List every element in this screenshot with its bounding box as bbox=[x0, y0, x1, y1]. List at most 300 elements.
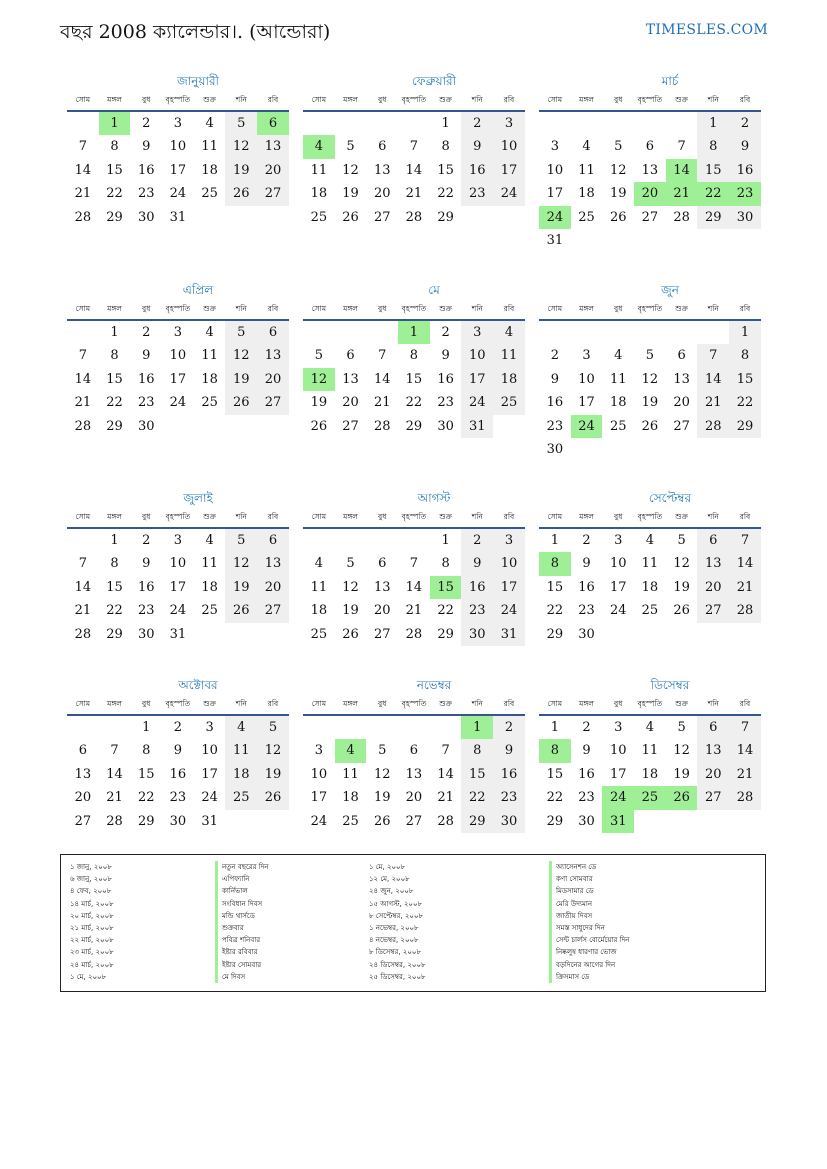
day-cell: 30 bbox=[137, 418, 155, 434]
holiday-name: শুক্রবার bbox=[215, 922, 269, 934]
day-cell: 3 bbox=[461, 321, 493, 344]
empty-cell bbox=[571, 112, 603, 135]
holiday-names-right bbox=[549, 861, 629, 983]
weekday-label: রবি bbox=[503, 699, 515, 708]
empty-cell bbox=[571, 321, 603, 344]
weekday-label: বৃহস্পতি bbox=[165, 95, 191, 104]
weekday-label: শনি bbox=[235, 304, 247, 313]
day-cell: 23 bbox=[137, 186, 155, 202]
weekday-label: শনি bbox=[707, 512, 719, 521]
day-grid bbox=[67, 716, 289, 833]
day-cell: 3 bbox=[614, 533, 623, 548]
holiday-name: কণা সোমবার bbox=[549, 873, 629, 885]
weekday-label: সোম bbox=[547, 512, 563, 521]
day-cell: 21 bbox=[74, 395, 92, 411]
weekday-header bbox=[539, 694, 761, 716]
holiday-day-cell: 24 bbox=[539, 206, 571, 229]
day-cell: 17 bbox=[493, 159, 525, 182]
month-name: এপ্রিল bbox=[182, 283, 214, 297]
day-cell: 31 bbox=[169, 626, 187, 642]
weekday-label: সোম bbox=[311, 699, 327, 708]
day-cell: 19 bbox=[225, 576, 257, 599]
day-cell: 24 bbox=[609, 603, 627, 619]
day-cell: 19 bbox=[673, 766, 690, 782]
day-cell: 14 bbox=[373, 371, 391, 387]
day-cell: 20 bbox=[257, 368, 289, 391]
weekday-label: মঙ্গল bbox=[343, 512, 358, 521]
holiday-day-cell: 4 bbox=[303, 135, 335, 158]
weekday-label: সোম bbox=[75, 95, 91, 104]
holiday-day-cell: 1 bbox=[99, 112, 131, 135]
month-name: জানুয়ারী bbox=[177, 74, 219, 88]
day-cell: 6 bbox=[677, 348, 686, 364]
weekday-label: বৃহস্পতি bbox=[165, 512, 191, 521]
month-block bbox=[67, 676, 289, 833]
day-cell: 27 bbox=[373, 209, 391, 225]
holiday-day-cell: 31 bbox=[602, 810, 634, 833]
day-cell: 12 bbox=[225, 135, 257, 158]
day-cell: 6 bbox=[409, 743, 419, 759]
day-cell: 31 bbox=[546, 232, 564, 248]
weekday-label: মঙ্গল bbox=[343, 304, 358, 313]
day-cell: 28 bbox=[729, 786, 761, 809]
day-cell: 27 bbox=[373, 626, 391, 642]
month-name: সেপ্টেম্বর bbox=[648, 491, 692, 505]
day-cell: 11 bbox=[310, 579, 328, 595]
day-cell: 11 bbox=[641, 556, 659, 572]
day-cell: 17 bbox=[609, 579, 627, 595]
day-cell: 31 bbox=[169, 209, 187, 225]
day-cell: 2 bbox=[461, 112, 493, 135]
day-cell: 25 bbox=[493, 391, 525, 414]
holiday-name: ইষ্টার রবিবার bbox=[215, 946, 269, 958]
empty-cell bbox=[539, 321, 571, 344]
day-cell: 3 bbox=[493, 112, 525, 135]
day-cell: 6 bbox=[257, 529, 289, 552]
day-cell: 2 bbox=[550, 348, 559, 364]
day-cell: 13 bbox=[697, 739, 729, 762]
day-cell: 6 bbox=[645, 139, 655, 155]
empty-cell bbox=[634, 321, 666, 344]
day-cell: 21 bbox=[106, 790, 123, 806]
weekday-label: শনি bbox=[471, 512, 483, 521]
weekday-label: মঙ্গল bbox=[107, 304, 122, 313]
empty-cell bbox=[666, 112, 698, 135]
day-cell: 27 bbox=[257, 182, 289, 205]
day-cell: 19 bbox=[225, 368, 257, 391]
day-cell: 30 bbox=[437, 418, 454, 434]
day-cell: 2 bbox=[441, 325, 450, 340]
day-cell: 21 bbox=[74, 186, 92, 202]
empty-cell bbox=[303, 716, 335, 739]
holiday-name: ইষ্টার সোমবার bbox=[215, 959, 269, 971]
day-cell: 24 bbox=[201, 790, 218, 806]
day-cell: 10 bbox=[609, 556, 627, 572]
weekday-label: শুক্র bbox=[439, 95, 452, 104]
empty-cell bbox=[303, 321, 335, 344]
day-cell: 14 bbox=[437, 766, 454, 782]
day-cell: 11 bbox=[201, 556, 218, 572]
empty-cell bbox=[366, 112, 398, 135]
empty-cell bbox=[602, 112, 634, 135]
day-cell: 10 bbox=[310, 766, 328, 782]
weekday-label: মঙ্গল bbox=[343, 699, 358, 708]
day-cell: 3 bbox=[205, 720, 214, 735]
day-cell: 10 bbox=[493, 552, 525, 575]
day-cell: 18 bbox=[201, 579, 218, 595]
day-cell: 26 bbox=[342, 209, 359, 225]
day-cell: 5 bbox=[677, 720, 686, 735]
day-cell: 25 bbox=[578, 209, 595, 225]
day-cell: 9 bbox=[550, 371, 559, 387]
holiday-names-left bbox=[215, 861, 269, 983]
day-grid bbox=[303, 529, 525, 646]
day-cell: 26 bbox=[641, 418, 659, 434]
day-cell: 14 bbox=[729, 552, 761, 575]
day-cell: 2 bbox=[493, 716, 525, 739]
month-block bbox=[303, 281, 525, 438]
holiday-date: ১ মে, ২০০৮ bbox=[70, 972, 107, 981]
holiday-day-cell: 24 bbox=[602, 786, 634, 809]
day-cell: 12 bbox=[225, 552, 257, 575]
month-block bbox=[67, 489, 289, 646]
empty-cell bbox=[602, 321, 634, 344]
day-cell: 1 bbox=[110, 533, 119, 548]
day-cell: 22 bbox=[106, 186, 123, 202]
weekday-label: সোম bbox=[75, 512, 91, 521]
weekday-label: রবি bbox=[267, 95, 279, 104]
day-cell: 8 bbox=[729, 344, 761, 367]
weekday-label: শুক্র bbox=[675, 512, 688, 521]
holiday-name: এপিফ্যানি bbox=[215, 873, 269, 885]
day-cell: 11 bbox=[225, 739, 257, 762]
weekday-label: শুক্র bbox=[439, 699, 452, 708]
day-cell: 5 bbox=[346, 139, 355, 155]
day-cell: 22 bbox=[137, 790, 155, 806]
day-cell: 29 bbox=[106, 626, 123, 642]
day-cell: 25 bbox=[641, 603, 659, 619]
weekday-label: রবি bbox=[503, 512, 515, 521]
day-cell: 18 bbox=[641, 579, 659, 595]
day-cell: 12 bbox=[673, 556, 690, 572]
holiday-day-cell: 15 bbox=[430, 576, 462, 599]
empty-cell bbox=[67, 321, 99, 344]
holiday-name: মেরি উদ্যমান bbox=[549, 898, 629, 910]
day-cell: 29 bbox=[546, 813, 564, 829]
day-cell: 11 bbox=[310, 162, 328, 178]
day-cell: 20 bbox=[405, 790, 423, 806]
weekday-label: শনি bbox=[707, 95, 719, 104]
holiday-name: মন্ডি থার্সডে bbox=[215, 910, 269, 922]
holiday-name: পবিত্র শনিবার bbox=[215, 934, 269, 946]
weekday-label: শনি bbox=[471, 95, 483, 104]
day-cell: 23 bbox=[578, 790, 595, 806]
weekday-label: রবি bbox=[739, 304, 751, 313]
day-cell: 15 bbox=[729, 368, 761, 391]
holiday-name: ক্রিসমাস ডে bbox=[549, 971, 629, 983]
day-cell: 22 bbox=[461, 786, 493, 809]
weekday-label: রবি bbox=[503, 304, 515, 313]
weekday-label: বৃহস্পতি bbox=[637, 304, 663, 313]
day-cell: 22 bbox=[106, 603, 123, 619]
weekday-label: সোম bbox=[311, 512, 327, 521]
day-grid bbox=[67, 112, 289, 229]
day-cell: 13 bbox=[257, 552, 289, 575]
day-cell: 8 bbox=[142, 743, 151, 759]
day-cell: 15 bbox=[437, 162, 454, 178]
day-cell: 19 bbox=[373, 790, 391, 806]
day-cell: 15 bbox=[137, 766, 155, 782]
day-cell: 20 bbox=[373, 186, 391, 202]
holiday-day-cell: 25 bbox=[634, 786, 666, 809]
day-cell: 26 bbox=[257, 786, 289, 809]
day-cell: 16 bbox=[137, 371, 155, 387]
weekday-label: রবি bbox=[503, 95, 515, 104]
day-cell: 27 bbox=[74, 813, 92, 829]
day-cell: 14 bbox=[729, 739, 761, 762]
holiday-date: ২১ মার্চ, ২০০৮ bbox=[70, 923, 114, 932]
day-cell: 19 bbox=[310, 395, 328, 411]
day-cell: 6 bbox=[378, 139, 387, 155]
day-cell: 25 bbox=[201, 395, 218, 411]
day-cell: 4 bbox=[205, 116, 214, 131]
day-cell: 1 bbox=[550, 720, 559, 735]
day-cell: 17 bbox=[169, 371, 187, 387]
day-cell: 27 bbox=[257, 599, 289, 622]
site-name[interactable]: TIMESLES.COM bbox=[645, 22, 768, 38]
day-cell: 15 bbox=[697, 159, 729, 182]
day-cell: 26 bbox=[609, 209, 627, 225]
weekday-label: শুক্র bbox=[675, 304, 688, 313]
day-cell: 16 bbox=[169, 766, 187, 782]
weekday-label: শনি bbox=[471, 699, 483, 708]
day-cell: 18 bbox=[201, 162, 218, 178]
day-cell: 13 bbox=[373, 579, 391, 595]
weekday-label: বুধ bbox=[614, 512, 623, 521]
holiday-date: ২৪ ডিসেম্বর, ২০০৮ bbox=[369, 960, 426, 969]
weekday-label: বৃহস্পতি bbox=[401, 95, 427, 104]
day-cell: 25 bbox=[201, 603, 218, 619]
day-cell: 6 bbox=[697, 529, 729, 552]
day-cell: 4 bbox=[493, 321, 525, 344]
day-cell: 8 bbox=[110, 556, 119, 572]
month-name: ফেব্রুয়ারী bbox=[411, 74, 457, 88]
day-cell: 31 bbox=[493, 623, 525, 646]
day-cell: 16 bbox=[578, 766, 595, 782]
day-cell: 20 bbox=[373, 603, 391, 619]
day-cell: 12 bbox=[641, 371, 659, 387]
weekday-label: সোম bbox=[75, 699, 91, 708]
day-cell: 2 bbox=[173, 720, 183, 735]
day-cell: 15 bbox=[405, 371, 423, 387]
day-cell: 28 bbox=[405, 626, 423, 642]
day-cell: 12 bbox=[609, 162, 627, 178]
weekday-label: সোম bbox=[547, 304, 563, 313]
day-cell: 1 bbox=[550, 533, 559, 548]
day-cell: 30 bbox=[137, 626, 155, 642]
month-block bbox=[303, 489, 525, 646]
weekday-label: শুক্র bbox=[203, 699, 216, 708]
weekday-label: শনি bbox=[235, 699, 247, 708]
day-cell: 2 bbox=[142, 116, 151, 131]
day-cell: 5 bbox=[225, 321, 257, 344]
day-cell: 18 bbox=[225, 763, 257, 786]
day-cell: 16 bbox=[546, 395, 564, 411]
day-cell: 10 bbox=[169, 556, 187, 572]
day-cell: 25 bbox=[225, 786, 257, 809]
weekday-label: সোম bbox=[547, 95, 563, 104]
page-title: বছর 2008 ক্যালেন্ডার।. (আন্ডোরা) bbox=[60, 21, 331, 43]
month-block bbox=[67, 281, 289, 438]
holiday-date: ২৪ জুন, ২০০৮ bbox=[369, 887, 414, 896]
day-cell: 12 bbox=[342, 162, 359, 178]
weekday-header bbox=[539, 90, 761, 112]
day-cell: 22 bbox=[405, 395, 423, 411]
day-cell: 11 bbox=[201, 348, 218, 364]
day-cell: 8 bbox=[409, 348, 419, 364]
day-cell: 4 bbox=[314, 556, 323, 572]
day-cell: 29 bbox=[137, 813, 155, 829]
holiday-date: ১ নভেম্বর, ২০০৮ bbox=[369, 923, 419, 932]
holiday-date: ১৪ মার্চ, ২০০৮ bbox=[70, 899, 114, 908]
day-cell: 9 bbox=[461, 552, 493, 575]
empty-cell bbox=[99, 716, 131, 739]
day-cell: 9 bbox=[582, 743, 591, 759]
month-block bbox=[67, 72, 289, 229]
day-cell: 13 bbox=[405, 766, 423, 782]
day-cell: 11 bbox=[201, 139, 218, 155]
day-cell: 20 bbox=[697, 763, 729, 786]
month-name: আগস্ট bbox=[417, 491, 451, 505]
day-cell: 9 bbox=[441, 348, 450, 364]
day-cell: 15 bbox=[546, 766, 564, 782]
holiday-day-cell: 6 bbox=[257, 112, 289, 135]
holiday-list bbox=[60, 854, 766, 992]
weekday-label: বৃহস্পতি bbox=[165, 699, 191, 708]
day-cell: 18 bbox=[641, 766, 659, 782]
weekday-label: বুধ bbox=[614, 304, 623, 313]
day-grid bbox=[67, 321, 289, 438]
day-grid bbox=[539, 112, 761, 252]
day-cell: 10 bbox=[169, 348, 187, 364]
empty-cell bbox=[335, 112, 367, 135]
day-cell: 8 bbox=[441, 556, 450, 572]
day-cell: 7 bbox=[677, 139, 686, 155]
day-cell: 8 bbox=[441, 139, 450, 155]
day-cell: 7 bbox=[78, 556, 87, 572]
day-cell: 27 bbox=[405, 813, 423, 829]
day-cell: 20 bbox=[257, 576, 289, 599]
day-cell: 18 bbox=[201, 371, 218, 387]
day-cell: 1 bbox=[441, 116, 450, 131]
day-grid bbox=[303, 321, 525, 438]
empty-cell bbox=[67, 716, 99, 739]
weekday-label: শনি bbox=[235, 512, 247, 521]
month-name: মে bbox=[428, 283, 440, 297]
empty-cell bbox=[366, 716, 398, 739]
holiday-date: ৬ জানু, ২০০৮ bbox=[70, 875, 112, 884]
weekday-label: বৃহস্পতি bbox=[637, 699, 663, 708]
day-cell: 7 bbox=[697, 344, 729, 367]
day-cell: 3 bbox=[173, 116, 183, 131]
day-cell: 30 bbox=[729, 206, 761, 229]
day-cell: 9 bbox=[461, 135, 493, 158]
day-cell: 30 bbox=[578, 813, 595, 829]
holiday-day-cell: 24 bbox=[571, 415, 603, 438]
day-cell: 9 bbox=[493, 739, 525, 762]
day-cell: 13 bbox=[257, 135, 289, 158]
holiday-date: ৮ সেপ্টেম্বর, ২০০৮ bbox=[369, 911, 424, 920]
day-cell: 17 bbox=[578, 395, 595, 411]
day-cell: 18 bbox=[609, 395, 627, 411]
day-cell: 2 bbox=[142, 533, 151, 548]
day-cell: 2 bbox=[729, 112, 761, 135]
holiday-day-cell: 12 bbox=[303, 368, 335, 391]
weekday-label: মঙ্গল bbox=[579, 304, 594, 313]
holiday-date: ৪ নভেম্বর, ২০০৮ bbox=[369, 936, 419, 945]
day-cell: 18 bbox=[342, 790, 359, 806]
day-cell: 4 bbox=[645, 533, 655, 548]
day-cell: 20 bbox=[673, 395, 690, 411]
day-cell: 16 bbox=[578, 579, 595, 595]
day-cell: 1 bbox=[729, 321, 761, 344]
holiday-name: কার্নিভাল bbox=[215, 885, 269, 897]
weekday-label: শনি bbox=[235, 95, 247, 104]
day-cell: 25 bbox=[310, 626, 328, 642]
day-cell: 5 bbox=[677, 533, 686, 548]
weekday-header bbox=[67, 299, 289, 321]
month-block bbox=[539, 72, 761, 252]
day-cell: 7 bbox=[409, 139, 419, 155]
empty-cell bbox=[398, 716, 430, 739]
empty-cell bbox=[67, 529, 99, 552]
day-cell: 17 bbox=[493, 576, 525, 599]
day-cell: 12 bbox=[673, 743, 690, 759]
day-cell: 16 bbox=[461, 159, 493, 182]
weekday-label: রবি bbox=[739, 699, 751, 708]
day-cell: 28 bbox=[74, 418, 92, 434]
holiday-date: ২২ মার্চ, ২০০৮ bbox=[70, 936, 114, 945]
day-cell: 11 bbox=[493, 344, 525, 367]
month-block bbox=[303, 72, 525, 229]
day-cell: 24 bbox=[493, 182, 525, 205]
weekday-label: বুধ bbox=[142, 304, 151, 313]
day-cell: 7 bbox=[441, 743, 450, 759]
day-cell: 22 bbox=[437, 186, 454, 202]
day-cell: 6 bbox=[346, 348, 355, 364]
day-cell: 22 bbox=[437, 603, 454, 619]
holiday-date: ২৫ ডিসেম্বর, ২০০৮ bbox=[369, 972, 426, 981]
holiday-day-cell: 23 bbox=[729, 182, 761, 205]
day-cell: 28 bbox=[106, 813, 123, 829]
holiday-day-cell: 8 bbox=[539, 739, 571, 762]
day-grid bbox=[539, 716, 761, 833]
holiday-name: সংবিধান দিবস bbox=[215, 898, 269, 910]
holiday-date: ১ জানু, ২০০৮ bbox=[70, 863, 112, 871]
day-cell: 1 bbox=[142, 720, 151, 735]
day-cell: 1 bbox=[441, 533, 450, 548]
month-name: নভেম্বর bbox=[416, 678, 452, 692]
weekday-header bbox=[303, 694, 525, 716]
day-cell: 7 bbox=[110, 743, 119, 759]
day-cell: 14 bbox=[697, 368, 729, 391]
holiday-name: মিডসামার ডে bbox=[549, 885, 629, 897]
weekday-header bbox=[539, 299, 761, 321]
weekday-label: বৃহস্পতি bbox=[401, 304, 427, 313]
day-cell: 30 bbox=[137, 209, 155, 225]
empty-cell bbox=[335, 716, 367, 739]
day-cell: 21 bbox=[405, 186, 423, 202]
